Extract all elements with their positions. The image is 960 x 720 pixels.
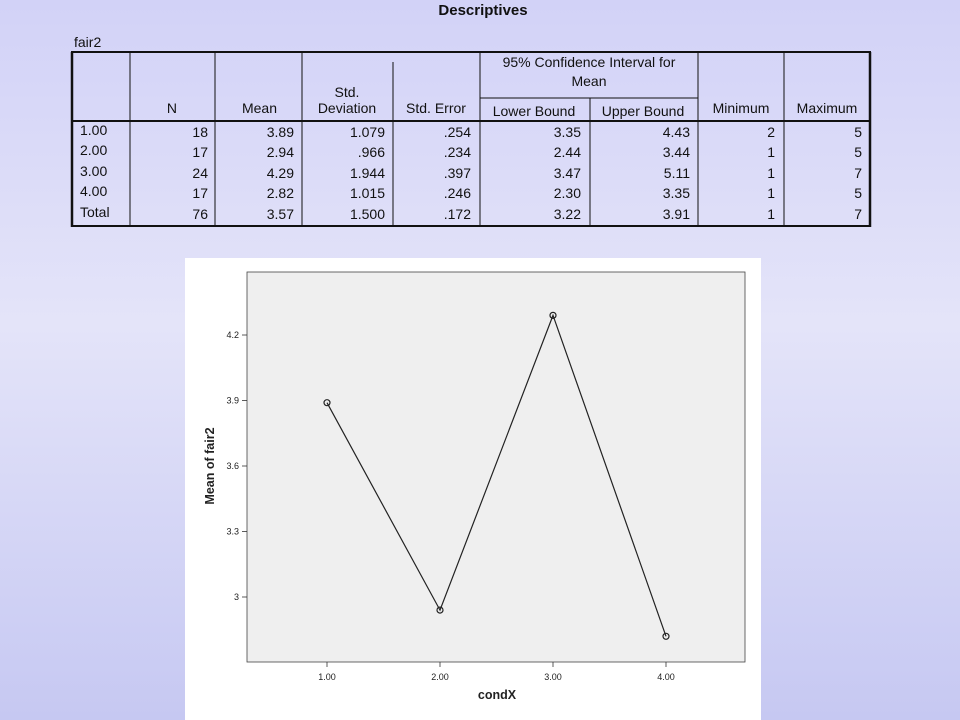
- row-label: 3.00: [80, 163, 108, 179]
- table-header: [167, 54, 857, 119]
- table-row: [80, 183, 862, 201]
- header-ci-line1: 95% Confidence Interval for: [502, 54, 676, 70]
- table-row: [80, 142, 862, 160]
- cell-lower-bound: 3.22: [553, 206, 581, 222]
- cell-lower-bound: 2.44: [553, 144, 581, 160]
- cell-mean: 3.89: [266, 124, 294, 140]
- table-row: [80, 163, 862, 181]
- cell-minimum: 1: [767, 185, 775, 201]
- cell-n: 17: [192, 144, 208, 160]
- x-tick-label: 4.00: [657, 672, 675, 682]
- table-body: [80, 122, 862, 222]
- cell-n: 76: [192, 206, 208, 222]
- x-axis-title: condX: [477, 688, 517, 702]
- cell-std-error: .254: [443, 124, 471, 140]
- cell-std-deviation: 1.079: [349, 124, 385, 140]
- x-tick-label: 1.00: [318, 672, 336, 682]
- cell-lower-bound: 3.35: [553, 124, 581, 140]
- cell-upper-bound: 3.35: [662, 185, 690, 201]
- cell-std-error: .397: [443, 165, 471, 181]
- cell-mean: 4.29: [266, 165, 294, 181]
- cell-n: 17: [192, 185, 208, 201]
- table-title: Descriptives: [438, 2, 528, 19]
- cell-n: 24: [192, 165, 208, 181]
- cell-lower-bound: 3.47: [553, 165, 581, 181]
- y-tick-label: 4.2: [226, 330, 239, 341]
- row-label: 4.00: [80, 183, 108, 199]
- cell-n: 18: [192, 124, 208, 140]
- cell-std-deviation: .966: [357, 144, 385, 160]
- header-ci-line2: Mean: [571, 73, 607, 89]
- cell-std-error: .234: [443, 144, 471, 160]
- cell-upper-bound: 3.91: [662, 206, 690, 222]
- y-tick-label: 3: [233, 592, 239, 602]
- cell-maximum: 5: [854, 124, 862, 140]
- y-tick-label: 3.3: [226, 526, 239, 537]
- cell-mean: 2.82: [266, 185, 294, 201]
- cell-std-error: .172: [443, 206, 471, 222]
- header-minimum: Minimum: [712, 100, 770, 116]
- cell-mean: 2.94: [266, 144, 294, 160]
- header-std-error: Std. Error: [406, 100, 466, 116]
- cell-maximum: 5: [854, 144, 862, 160]
- cell-std-deviation: 1.944: [349, 165, 385, 181]
- header-mean: Mean: [241, 100, 277, 116]
- cell-maximum: 7: [854, 206, 862, 222]
- x-tick-label: 2.00: [431, 672, 449, 682]
- cell-maximum: 5: [854, 185, 862, 201]
- cell-upper-bound: 3.44: [662, 144, 690, 160]
- header-lower-bound: Lower Bound: [492, 103, 576, 119]
- row-label: 1.00: [80, 122, 108, 138]
- y-tick-label: 3.6: [226, 461, 239, 472]
- header-std-deviation-line1: Std.: [334, 84, 360, 100]
- cell-maximum: 7: [854, 165, 862, 181]
- header-maximum: Maximum: [796, 100, 858, 116]
- x-tick-label: 3.00: [544, 672, 562, 682]
- y-axis-title: Mean of fair2: [203, 427, 217, 505]
- row-label: 2.00: [80, 142, 108, 158]
- table-variable-label: fair2: [74, 34, 102, 50]
- header-std-deviation-line2: Deviation: [317, 100, 377, 116]
- plot-area: [247, 272, 745, 662]
- descriptives-table: [71, 2, 871, 227]
- cell-minimum: 1: [767, 206, 775, 222]
- means-plot: [185, 258, 761, 720]
- cell-lower-bound: 2.30: [553, 185, 581, 201]
- table-row: [80, 122, 862, 140]
- cell-upper-bound: 5.11: [663, 165, 690, 181]
- cell-mean: 3.57: [266, 206, 294, 222]
- header-n: N: [166, 100, 177, 116]
- cell-minimum: 1: [767, 144, 775, 160]
- cell-minimum: 1: [767, 165, 775, 181]
- cell-std-error: .246: [443, 185, 471, 201]
- cell-std-deviation: 1.015: [349, 185, 385, 201]
- cell-minimum: 2: [767, 124, 775, 140]
- cell-std-deviation: 1.500: [349, 206, 385, 222]
- row-label: Total: [80, 204, 110, 220]
- y-tick-label: 3.9: [226, 395, 239, 406]
- table-row: [80, 204, 862, 222]
- table-grid: [71, 52, 871, 227]
- header-upper-bound: Upper Bound: [601, 103, 685, 119]
- cell-upper-bound: 4.43: [662, 124, 690, 140]
